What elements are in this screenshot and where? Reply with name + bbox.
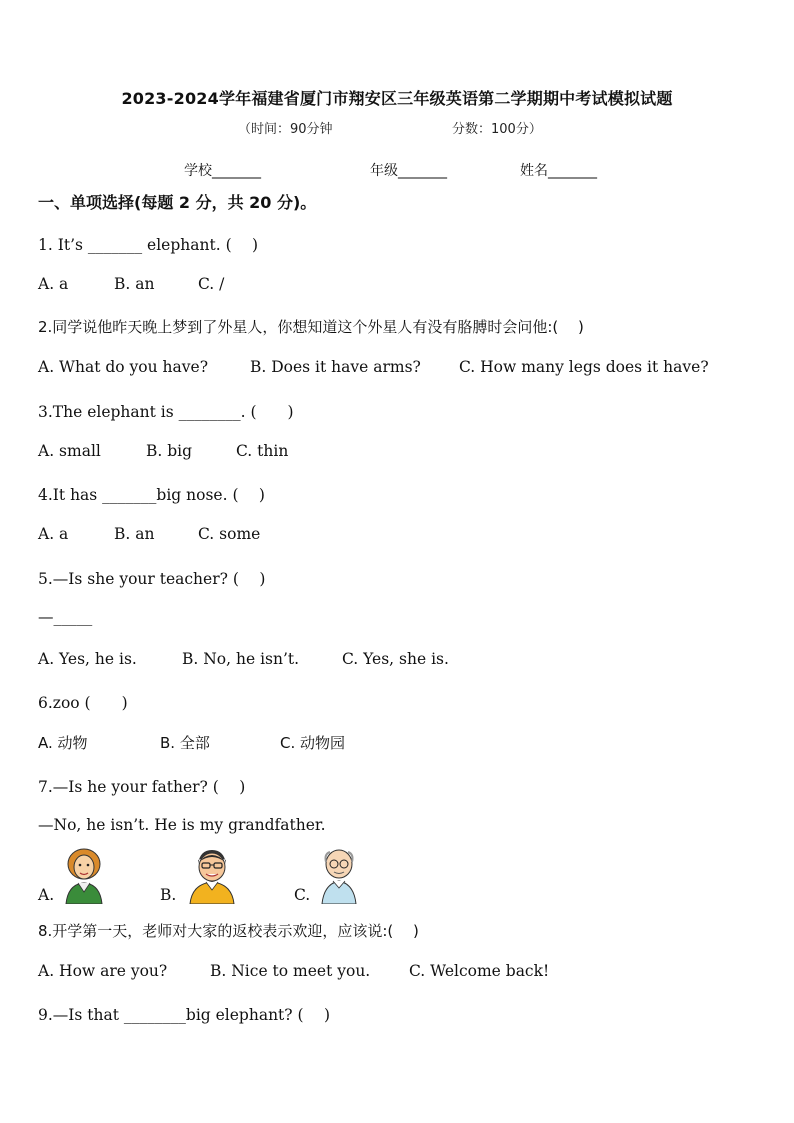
q6-option-b: B. 全部 <box>160 734 210 752</box>
q3-option-c: C. thin <box>236 442 289 460</box>
grandfather-picture <box>316 846 362 908</box>
q2-option-c: C. How many legs does it have? <box>459 358 709 376</box>
q5-answer-line: —_____ <box>38 608 93 626</box>
q6-option-c: C. 动物园 <box>280 734 346 752</box>
question-1: 1. It’s _______ elephant. ( ) <box>38 236 259 254</box>
q4-option-c: C. some <box>198 525 261 543</box>
q4-option-b: B. an <box>114 525 155 543</box>
q4-option-a: A. a <box>38 525 69 543</box>
q7-answer-line: —No, he isn’t. He is my grandfather. <box>38 816 326 834</box>
q7-option-c: C. <box>294 886 311 904</box>
exam-time: （时间：90分钟 <box>238 122 333 137</box>
q2-option-b: B. Does it have arms? <box>250 358 421 376</box>
school-field: 学校_______ <box>184 163 261 179</box>
question-9: 9.—Is that ________big elephant? ( ) <box>38 1006 331 1024</box>
question-5: 5.—Is she your teacher? ( ) <box>38 570 266 588</box>
q3-option-b: B. big <box>146 442 193 460</box>
question-2: 2.同学说他昨天晚上梦到了外星人，你想知道这个外星人有没有胳膊时会问他:( ) <box>38 318 584 336</box>
q8-option-c: C. Welcome back! <box>409 962 550 980</box>
question-3: 3.The elephant is ________. ( ) <box>38 403 294 421</box>
question-6: 6.zoo ( ) <box>38 694 128 712</box>
woman-picture <box>62 846 106 908</box>
name-field: 姓名_______ <box>520 163 597 179</box>
q1-option-c: C. / <box>198 275 225 293</box>
man-picture <box>186 846 238 908</box>
q1-option-a: A. a <box>38 275 69 293</box>
q1-option-b: B. an <box>114 275 155 293</box>
q5-option-a: A. Yes, he is. <box>38 650 137 668</box>
q2-option-a: A. What do you have? <box>38 358 209 376</box>
q3-option-a: A. small <box>38 442 101 460</box>
question-7: 7.—Is he your father? ( ) <box>38 778 246 796</box>
q8-option-a: A. How are you? <box>38 962 168 980</box>
question-4: 4.It has _______big nose. ( ) <box>38 486 265 504</box>
exam-score: 分数：100分） <box>452 122 542 137</box>
q5-option-c: C. Yes, she is. <box>342 650 449 668</box>
q7-option-b: B. <box>160 886 177 904</box>
exam-title: 2023-2024学年福建省厦门市翔安区三年级英语第二学期期中考试模拟试题 <box>121 89 673 108</box>
q6-option-a: A. 动物 <box>38 734 88 752</box>
question-8: 8.开学第一天，老师对大家的返校表示欢迎，应该说:( ) <box>38 922 419 940</box>
grade-field: 年级_______ <box>370 163 447 179</box>
q8-option-b: B. Nice to meet you. <box>210 962 371 980</box>
q7-option-a: A. <box>38 886 55 904</box>
q5-option-b: B. No, he isn’t. <box>182 650 300 668</box>
section-heading: 一、单项选择(每题 2 分，共 20 分)。 <box>38 193 317 212</box>
